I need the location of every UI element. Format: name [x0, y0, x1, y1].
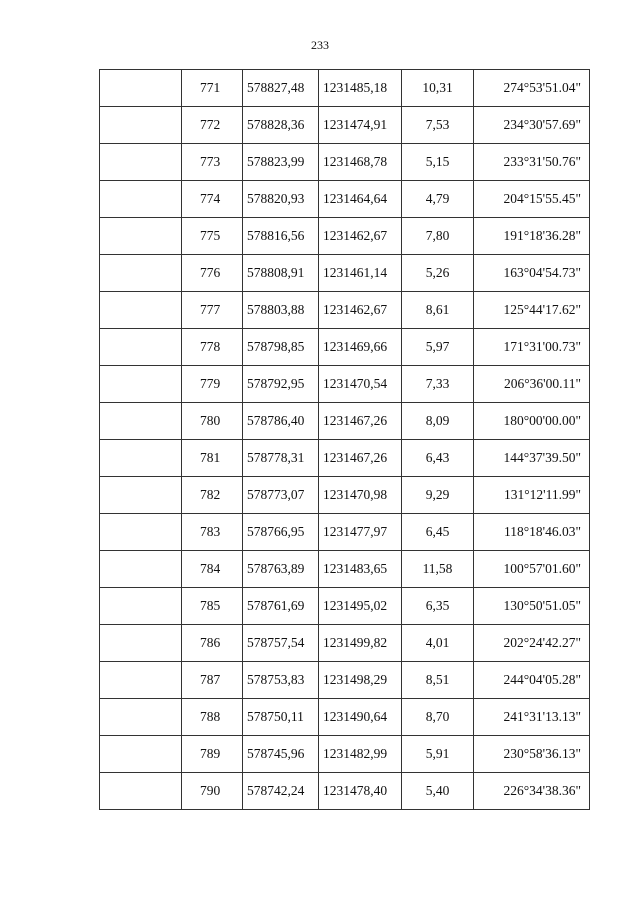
point-number-cell-text: 773	[200, 154, 221, 169]
y-coordinate-cell	[319, 366, 402, 403]
y-coordinate-cell	[319, 107, 402, 144]
x-coordinate-cell-text: 578786,40	[247, 413, 305, 428]
distance-cell-text: 8,70	[425, 709, 450, 724]
point-number-cell-text: 786	[200, 635, 221, 650]
x-coordinate-cell	[243, 144, 319, 181]
point-number-cell	[182, 440, 243, 477]
point-number-cell-text: 776	[200, 265, 221, 280]
angle-cell	[474, 181, 590, 218]
distance-cell	[402, 255, 474, 292]
table-row	[100, 218, 590, 255]
y-coordinate-cell-text: 1231464,64	[323, 191, 388, 206]
angle-cell	[474, 292, 590, 329]
x-coordinate-cell-text: 578757,54	[247, 635, 305, 650]
distance-cell-text: 8,51	[425, 672, 450, 687]
y-coordinate-cell	[319, 736, 402, 773]
table-row	[100, 292, 590, 329]
point-number-cell-text: 777	[200, 302, 221, 317]
angle-cell-text: 202°24'42.27"	[503, 635, 581, 650]
point-number-cell	[182, 329, 243, 366]
distance-cell	[402, 403, 474, 440]
y-coordinate-cell-text: 1231461,14	[323, 265, 388, 280]
distance-cell-text: 10,31	[422, 80, 453, 95]
point-number-cell	[182, 107, 243, 144]
table-row	[100, 107, 590, 144]
point-number-cell-text: 779	[200, 376, 221, 391]
distance-cell	[402, 144, 474, 181]
point-number-cell	[182, 144, 243, 181]
distance-cell-text: 6,35	[425, 598, 450, 613]
empty-cell	[100, 477, 182, 514]
distance-cell	[402, 218, 474, 255]
point-number-cell-text: 782	[200, 487, 221, 502]
distance-cell-text: 7,33	[425, 376, 450, 391]
x-coordinate-cell-text: 578753,83	[247, 672, 305, 687]
angle-cell-text: 118°18'46.03"	[504, 524, 581, 539]
x-coordinate-cell	[243, 181, 319, 218]
point-number-cell-text: 781	[200, 450, 221, 465]
point-number-cell-text: 780	[200, 413, 221, 428]
table-row	[100, 773, 590, 810]
y-coordinate-cell	[319, 292, 402, 329]
distance-cell-text: 9,29	[425, 487, 450, 502]
y-coordinate-cell-text: 1231495,02	[323, 598, 388, 613]
empty-cell	[100, 699, 182, 736]
x-coordinate-cell	[243, 107, 319, 144]
y-coordinate-cell-text: 1231490,64	[323, 709, 388, 724]
angle-cell	[474, 773, 590, 810]
angle-cell-text: 233°31'50.76"	[503, 154, 581, 169]
table-row	[100, 514, 590, 551]
x-coordinate-cell	[243, 662, 319, 699]
y-coordinate-cell	[319, 70, 402, 107]
angle-cell-text: 226°34'38.36"	[503, 783, 581, 798]
angle-cell-text: 163°04'54.73"	[503, 265, 581, 280]
angle-cell-text: 100°57'01.60"	[503, 561, 581, 576]
angle-cell-text: 180°00'00.00"	[503, 413, 581, 428]
y-coordinate-cell-text: 1231474,91	[323, 117, 388, 132]
y-coordinate-cell-text: 1231485,18	[323, 80, 388, 95]
angle-cell	[474, 551, 590, 588]
angle-cell	[474, 662, 590, 699]
angle-cell-text: 274°53'51.04"	[503, 80, 581, 95]
table-row	[100, 477, 590, 514]
point-number-cell	[182, 366, 243, 403]
y-coordinate-cell	[319, 181, 402, 218]
y-coordinate-cell	[319, 144, 402, 181]
x-coordinate-cell-text: 578792,95	[247, 376, 305, 391]
point-number-cell-text: 774	[200, 191, 221, 206]
point-number-cell	[182, 625, 243, 662]
y-coordinate-cell-text: 1231469,66	[323, 339, 388, 354]
x-coordinate-cell-text: 578778,31	[247, 450, 305, 465]
coordinates-table	[99, 69, 590, 810]
empty-cell	[100, 70, 182, 107]
angle-cell	[474, 218, 590, 255]
x-coordinate-cell	[243, 477, 319, 514]
angle-cell	[474, 699, 590, 736]
y-coordinate-cell	[319, 662, 402, 699]
x-coordinate-cell-text: 578773,07	[247, 487, 305, 502]
y-coordinate-cell	[319, 773, 402, 810]
angle-cell-text: 244°04'05.28"	[503, 672, 581, 687]
empty-cell	[100, 551, 182, 588]
x-coordinate-cell-text: 578803,88	[247, 302, 305, 317]
page-number: 233	[311, 38, 329, 52]
x-coordinate-cell	[243, 773, 319, 810]
empty-cell	[100, 403, 182, 440]
table-row	[100, 329, 590, 366]
x-coordinate-cell	[243, 255, 319, 292]
y-coordinate-cell-text: 1231478,40	[323, 783, 388, 798]
x-coordinate-cell-text: 578816,56	[247, 228, 305, 243]
y-coordinate-cell-text: 1231462,67	[323, 302, 388, 317]
table-row	[100, 403, 590, 440]
x-coordinate-cell-text: 578820,93	[247, 191, 305, 206]
point-number-cell	[182, 218, 243, 255]
y-coordinate-cell-text: 1231467,26	[323, 450, 388, 465]
x-coordinate-cell-text: 578798,85	[247, 339, 305, 354]
table-row	[100, 70, 590, 107]
point-number-cell	[182, 403, 243, 440]
distance-cell	[402, 625, 474, 662]
point-number-cell-text: 784	[200, 561, 221, 576]
angle-cell-text: 144°37'39.50"	[503, 450, 581, 465]
angle-cell-text: 204°15'55.45"	[503, 191, 581, 206]
distance-cell-text: 6,43	[425, 450, 450, 465]
angle-cell	[474, 70, 590, 107]
distance-cell-text: 5,97	[425, 339, 450, 354]
angle-cell	[474, 588, 590, 625]
point-number-cell	[182, 181, 243, 218]
point-number-cell-text: 775	[200, 228, 221, 243]
table-row	[100, 625, 590, 662]
y-coordinate-cell-text: 1231498,29	[323, 672, 388, 687]
distance-cell	[402, 662, 474, 699]
x-coordinate-cell	[243, 366, 319, 403]
y-coordinate-cell	[319, 699, 402, 736]
distance-cell	[402, 366, 474, 403]
y-coordinate-cell	[319, 255, 402, 292]
table-row	[100, 181, 590, 218]
empty-cell	[100, 736, 182, 773]
empty-cell	[100, 292, 182, 329]
empty-cell	[100, 255, 182, 292]
distance-cell	[402, 477, 474, 514]
empty-cell	[100, 662, 182, 699]
coordinates-table-body	[100, 70, 590, 810]
distance-cell-text: 4,79	[425, 191, 450, 206]
empty-cell	[100, 329, 182, 366]
point-number-cell-text: 783	[200, 524, 221, 539]
y-coordinate-cell-text: 1231467,26	[323, 413, 388, 428]
y-coordinate-cell-text: 1231477,97	[323, 524, 388, 539]
angle-cell-text: 130°50'51.05"	[503, 598, 581, 613]
distance-cell-text: 5,15	[425, 154, 450, 169]
table-row	[100, 255, 590, 292]
angle-cell-text: 171°31'00.73"	[503, 339, 581, 354]
y-coordinate-cell-text: 1231470,54	[323, 376, 388, 391]
angle-cell	[474, 514, 590, 551]
x-coordinate-cell-text: 578827,48	[247, 80, 305, 95]
distance-cell	[402, 292, 474, 329]
y-coordinate-cell	[319, 588, 402, 625]
distance-cell-text: 5,26	[425, 265, 450, 280]
distance-cell	[402, 736, 474, 773]
distance-cell-text: 8,09	[425, 413, 450, 428]
table-row	[100, 440, 590, 477]
angle-cell	[474, 403, 590, 440]
y-coordinate-cell-text: 1231483,65	[323, 561, 388, 576]
point-number-cell	[182, 736, 243, 773]
point-number-cell	[182, 292, 243, 329]
angle-cell	[474, 107, 590, 144]
x-coordinate-cell	[243, 736, 319, 773]
angle-cell-text: 191°18'36.28"	[503, 228, 581, 243]
y-coordinate-cell	[319, 477, 402, 514]
distance-cell	[402, 514, 474, 551]
angle-cell-text: 241°31'13.13"	[503, 709, 581, 724]
x-coordinate-cell	[243, 218, 319, 255]
empty-cell	[100, 514, 182, 551]
angle-cell	[474, 144, 590, 181]
distance-cell	[402, 773, 474, 810]
distance-cell	[402, 107, 474, 144]
distance-cell-text: 4,01	[425, 635, 450, 650]
point-number-cell	[182, 477, 243, 514]
x-coordinate-cell-text: 578745,96	[247, 746, 305, 761]
empty-cell	[100, 144, 182, 181]
table-row	[100, 366, 590, 403]
y-coordinate-cell-text: 1231499,82	[323, 635, 388, 650]
x-coordinate-cell-text: 578808,91	[247, 265, 305, 280]
x-coordinate-cell	[243, 403, 319, 440]
distance-cell-text: 7,80	[425, 228, 450, 243]
point-number-cell-text: 790	[200, 783, 221, 798]
empty-cell	[100, 588, 182, 625]
x-coordinate-cell	[243, 329, 319, 366]
angle-cell-text: 206°36'00.11"	[504, 376, 581, 391]
y-coordinate-cell-text: 1231468,78	[323, 154, 388, 169]
distance-cell-text: 5,91	[425, 746, 450, 761]
distance-cell	[402, 588, 474, 625]
angle-cell	[474, 477, 590, 514]
point-number-cell-text: 785	[200, 598, 221, 613]
y-coordinate-cell-text: 1231482,99	[323, 746, 388, 761]
point-number-cell-text: 778	[200, 339, 221, 354]
point-number-cell	[182, 551, 243, 588]
distance-cell	[402, 329, 474, 366]
x-coordinate-cell	[243, 514, 319, 551]
angle-cell	[474, 366, 590, 403]
distance-cell-text: 6,45	[425, 524, 450, 539]
x-coordinate-cell-text: 578823,99	[247, 154, 305, 169]
x-coordinate-cell	[243, 699, 319, 736]
y-coordinate-cell	[319, 625, 402, 662]
angle-cell-text: 131°12'11.99"	[504, 487, 581, 502]
x-coordinate-cell-text: 578766,95	[247, 524, 305, 539]
empty-cell	[100, 366, 182, 403]
distance-cell-text: 5,40	[425, 783, 450, 798]
table-row	[100, 736, 590, 773]
point-number-cell-text: 771	[200, 80, 221, 95]
x-coordinate-cell	[243, 440, 319, 477]
y-coordinate-cell-text: 1231462,67	[323, 228, 388, 243]
distance-cell	[402, 699, 474, 736]
table-row	[100, 144, 590, 181]
point-number-cell-text: 788	[200, 709, 221, 724]
table-row	[100, 551, 590, 588]
distance-cell-text: 8,61	[425, 302, 450, 317]
x-coordinate-cell	[243, 625, 319, 662]
x-coordinate-cell	[243, 551, 319, 588]
angle-cell-text: 125°44'17.62"	[503, 302, 581, 317]
table-row	[100, 588, 590, 625]
distance-cell	[402, 181, 474, 218]
distance-cell	[402, 551, 474, 588]
angle-cell	[474, 329, 590, 366]
x-coordinate-cell	[243, 588, 319, 625]
y-coordinate-cell	[319, 403, 402, 440]
x-coordinate-cell-text: 578761,69	[247, 598, 305, 613]
y-coordinate-cell	[319, 329, 402, 366]
distance-cell	[402, 440, 474, 477]
angle-cell	[474, 625, 590, 662]
distance-cell-text: 11,58	[422, 561, 453, 576]
point-number-cell	[182, 70, 243, 107]
point-number-cell	[182, 514, 243, 551]
point-number-cell	[182, 662, 243, 699]
point-number-cell	[182, 773, 243, 810]
y-coordinate-cell-text: 1231470,98	[323, 487, 388, 502]
angle-cell	[474, 440, 590, 477]
empty-cell	[100, 440, 182, 477]
table-row	[100, 662, 590, 699]
empty-cell	[100, 181, 182, 218]
distance-cell	[402, 70, 474, 107]
angle-cell-text: 234°30'57.69"	[503, 117, 581, 132]
point-number-cell	[182, 255, 243, 292]
point-number-cell-text: 772	[200, 117, 221, 132]
distance-cell-text: 7,53	[425, 117, 450, 132]
angle-cell	[474, 736, 590, 773]
x-coordinate-cell	[243, 292, 319, 329]
y-coordinate-cell	[319, 218, 402, 255]
x-coordinate-cell-text: 578750,11	[247, 709, 304, 724]
empty-cell	[100, 773, 182, 810]
empty-cell	[100, 107, 182, 144]
angle-cell-text: 230°58'36.13"	[503, 746, 581, 761]
x-coordinate-cell-text: 578742,24	[247, 783, 305, 798]
point-number-cell	[182, 588, 243, 625]
empty-cell	[100, 218, 182, 255]
table-row	[100, 699, 590, 736]
x-coordinate-cell-text: 578828,36	[247, 117, 305, 132]
point-number-cell-text: 787	[200, 672, 221, 687]
x-coordinate-cell	[243, 70, 319, 107]
point-number-cell	[182, 699, 243, 736]
angle-cell	[474, 255, 590, 292]
y-coordinate-cell	[319, 440, 402, 477]
point-number-cell-text: 789	[200, 746, 221, 761]
y-coordinate-cell	[319, 514, 402, 551]
y-coordinate-cell	[319, 551, 402, 588]
x-coordinate-cell-text: 578763,89	[247, 561, 305, 576]
empty-cell	[100, 625, 182, 662]
